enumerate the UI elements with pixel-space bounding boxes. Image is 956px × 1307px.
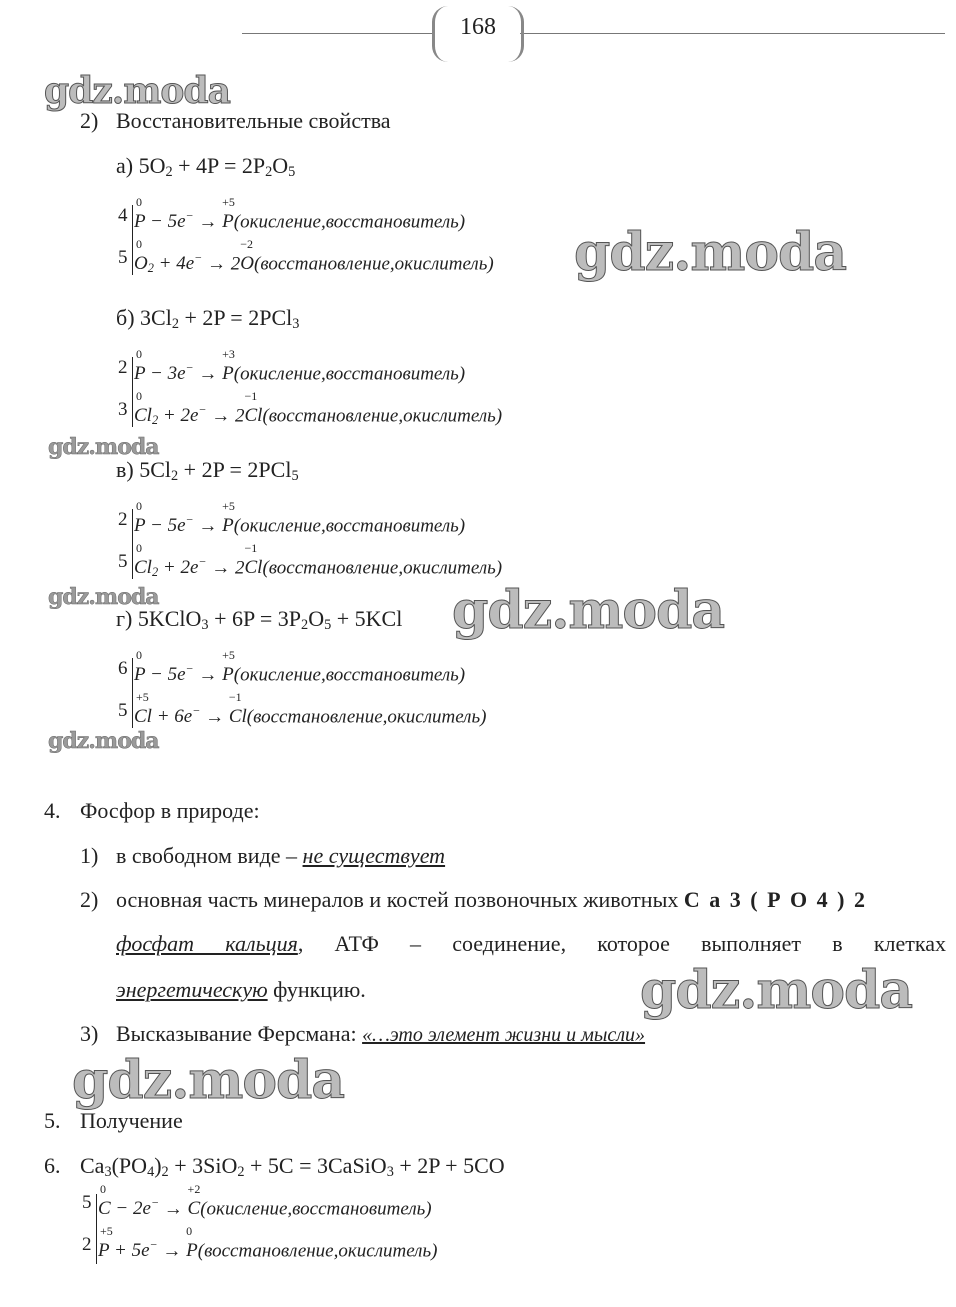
half-reaction-right [222, 195, 235, 233]
watermark: gdz.moda [452, 580, 725, 641]
arrow: → [206, 405, 235, 427]
equation-text: (PO [111, 1153, 148, 1178]
watermark: gdz.moda [48, 434, 159, 460]
half-reaction-text: P + 5e [98, 1240, 150, 1262]
subscript: 5 [324, 617, 332, 633]
electron-charge: − [198, 403, 207, 417]
equation-text: Ca [80, 1153, 105, 1178]
electron-charge: − [149, 1238, 158, 1252]
list-item-text: в свободном виде – [116, 843, 303, 868]
list-item-number: 3) [80, 1021, 99, 1046]
oxidation-state: 0 [136, 347, 142, 362]
half-reaction-text: P [222, 664, 234, 686]
half-reaction-text: P [222, 363, 234, 385]
equation-label: г) [116, 606, 138, 631]
half-reaction-right [187, 1182, 201, 1220]
half-reaction-right [244, 389, 263, 427]
multiplier: 2 [235, 557, 245, 579]
equation-text: + 6P = 3P [208, 606, 302, 631]
oxidation-state: 0 [136, 195, 142, 210]
equation-text: + 3SiO [168, 1153, 238, 1178]
oxidation-state: +5 [222, 195, 235, 210]
half-reaction-note: (окисление,восстановитель) [233, 664, 466, 686]
equation-text: + 2P = 2PCl [178, 457, 292, 482]
half-reaction [134, 195, 466, 233]
header-line-right [520, 33, 945, 34]
electron-charge: − [185, 513, 194, 527]
equation-text: + 2P = 2PCl [178, 305, 293, 330]
equation [116, 153, 295, 181]
section-number: 4. [44, 798, 61, 823]
half-reaction [134, 237, 494, 276]
half-reaction-text: + 2e [158, 405, 199, 427]
oxidation-state: +2 [187, 1182, 201, 1197]
electron-charge: − [194, 251, 203, 265]
equation-text: + 5C = 3CaSiO [244, 1153, 387, 1178]
oxidation-state: +5 [136, 690, 149, 705]
half-reaction-text: C − 2e [98, 1198, 151, 1220]
half-reaction-right [222, 499, 235, 537]
subscript: 2 [151, 413, 159, 428]
half-reaction-text: Cl [228, 706, 247, 728]
subscript: 2 [171, 316, 179, 332]
half-reaction [98, 1182, 432, 1220]
multiplier: 2 [235, 405, 245, 427]
half-reaction-note: (восстановление,окислитель) [262, 405, 503, 427]
watermark: gdz.moda [48, 728, 159, 754]
half-reaction-note: (окисление,восстановитель) [200, 1198, 432, 1220]
page-number: 168 [460, 14, 496, 40]
subscript: 3 [292, 316, 300, 332]
answer: фосфат кальция [116, 931, 298, 956]
subscript: 3 [104, 1164, 112, 1180]
half-reaction-right [222, 347, 235, 385]
answer: не существует [302, 843, 446, 868]
arrow: → [157, 1240, 187, 1262]
electron-charge: − [192, 704, 201, 718]
half-reaction-left [134, 648, 194, 686]
subscript: 2 [147, 261, 154, 276]
subscript: 2 [237, 1164, 245, 1180]
oxidation-state: +3 [222, 347, 235, 362]
half-reaction-note: (окисление,восстановитель) [233, 211, 466, 233]
equation [116, 305, 299, 333]
equation-text: + 2P + 5CO [393, 1153, 505, 1178]
electron-charge: − [185, 361, 194, 375]
formula: С а 3 ( Р О 4 ) 2 [683, 887, 867, 912]
oxidation-state: −1 [244, 541, 258, 556]
half-reaction-text: O [134, 253, 148, 275]
arrow: → [159, 1198, 188, 1220]
equation-text: + 4P = 2P [172, 153, 266, 178]
equation-label: б) [116, 305, 141, 330]
oxidation-state: 0 [136, 648, 142, 663]
list-item-text: Высказывание Ферсмана: [116, 1021, 363, 1046]
equation [116, 606, 402, 634]
coefficient: 5 [118, 700, 128, 721]
half-reaction-left [134, 499, 194, 537]
half-reaction-text: P [186, 1240, 198, 1262]
list-item [116, 1021, 645, 1047]
coefficient: 2 [118, 357, 128, 378]
list-item-line [116, 931, 946, 957]
half-reaction-text: P − 5e [134, 515, 186, 537]
half-reaction-text: + 4e [153, 253, 195, 275]
section-number: 6. [44, 1153, 61, 1178]
coefficient: 6 [118, 658, 128, 679]
half-reaction [134, 347, 466, 385]
half-reaction-text: Cl [134, 405, 152, 427]
multiplier: 2 [230, 253, 241, 275]
half-reaction-right [222, 648, 235, 686]
subscript: 3 [386, 1164, 394, 1180]
coefficient: 2 [82, 1234, 92, 1255]
subscript: 2 [161, 1164, 169, 1180]
section-title: Получение [80, 1108, 183, 1133]
arrow: → [200, 706, 229, 728]
half-reaction-text: P − 5e [134, 664, 186, 686]
half-reaction-left [98, 1224, 158, 1262]
equation-label: в) [116, 457, 140, 482]
subscript: 2 [265, 164, 273, 180]
electron-charge: − [198, 555, 207, 569]
oxidation-state: +5 [100, 1224, 113, 1239]
subscript: 2 [301, 617, 309, 633]
section-title: Восстановительные свойства [116, 108, 391, 133]
half-reaction-note: (окисление,восстановитель) [233, 363, 466, 385]
equation [80, 1153, 505, 1181]
subscript: 5 [288, 164, 296, 180]
subscript: 4 [147, 1164, 155, 1180]
oxidation-state: +5 [222, 499, 235, 514]
coefficient: 2 [118, 509, 128, 530]
oxidation-state: −2 [240, 237, 254, 252]
half-reaction-text: Cl [244, 405, 263, 427]
arrow: → [193, 211, 223, 233]
list-item-text: , АТФ – соединение, которое выполняет в клетках [297, 931, 946, 956]
half-reaction-note: (восстановление,окислитель) [262, 557, 503, 579]
half-reaction-note: (восстановление,окислитель) [246, 706, 487, 728]
half-reaction-left [134, 237, 203, 276]
oxidation-state: 0 [136, 237, 142, 252]
half-reaction [134, 690, 487, 728]
oxidation-state: 0 [186, 1224, 193, 1239]
half-reaction-left [134, 541, 207, 580]
electron-charge: − [185, 662, 194, 676]
half-reaction [134, 389, 503, 428]
half-reaction-text: Cl [134, 557, 152, 579]
balance-bar [132, 357, 133, 427]
half-reaction [134, 499, 466, 537]
watermark: gdz.moda [640, 960, 913, 1021]
watermark: gdz.moda [48, 584, 159, 610]
subscript: 2 [165, 164, 173, 180]
arrow: → [193, 515, 223, 537]
list-item-line [116, 977, 366, 1003]
half-reaction-left [134, 347, 194, 385]
coefficient: 4 [118, 205, 128, 226]
list-item-text: функцию. [267, 977, 366, 1002]
electron-charge: − [150, 1196, 160, 1210]
equation [116, 457, 299, 485]
coefficient: 5 [118, 247, 128, 268]
oxidation-state: +5 [222, 648, 235, 663]
oxidation-state: −1 [228, 690, 242, 705]
half-reaction-right [186, 1224, 198, 1262]
equation-label: а) [116, 153, 139, 178]
half-reaction-text: P − 5e [134, 211, 186, 233]
section-number: 5. [44, 1108, 61, 1133]
half-reaction-text: P − 3e [134, 363, 186, 385]
half-reaction-right [228, 690, 247, 728]
half-reaction-left [134, 690, 201, 728]
section-number: 2) [80, 108, 99, 133]
oxidation-state: 0 [136, 389, 142, 404]
coefficient: 5 [82, 1192, 92, 1213]
equation-text: 5KClO [137, 606, 202, 631]
list-item [116, 887, 946, 913]
list-item-number: 1) [80, 843, 99, 868]
half-reaction [98, 1224, 438, 1262]
half-reaction [134, 541, 503, 580]
balance-bar [96, 1194, 97, 1264]
subscript: 5 [291, 468, 299, 484]
arrow: → [202, 253, 231, 275]
watermark: gdz.moda [574, 222, 847, 283]
balance-bar [132, 509, 133, 579]
equation-text: O [308, 606, 325, 631]
watermark: gdz.moda [72, 1050, 345, 1111]
half-reaction-left [98, 1182, 160, 1220]
list-item-number: 2) [80, 887, 99, 912]
half-reaction-text: O [240, 253, 255, 275]
oxidation-state: −1 [244, 389, 258, 404]
arrow: → [206, 557, 235, 579]
half-reaction-text: C [187, 1198, 201, 1220]
equation-text: ) [154, 1153, 162, 1178]
balance-bar [132, 658, 133, 728]
oxidation-state: 0 [136, 541, 142, 556]
half-reaction-text: + 2e [158, 557, 199, 579]
equation-text: + 5KCl [331, 606, 403, 631]
electron-charge: − [185, 209, 194, 223]
equation-text: 3Cl [140, 305, 172, 330]
equation-text: 5Cl [139, 457, 172, 482]
header-line-left [242, 33, 432, 34]
subscript: 3 [201, 617, 209, 633]
watermark: gdz.moda [44, 70, 230, 112]
half-reaction-note: (окисление,восстановитель) [233, 515, 466, 537]
arrow: → [193, 664, 223, 686]
equation-text: 5O [138, 153, 166, 178]
equation-text: O [272, 153, 289, 178]
half-reaction-left [134, 389, 207, 428]
half-reaction-text: Cl [244, 557, 263, 579]
half-reaction-note: (восстановление,окислитель) [197, 1240, 438, 1262]
list-item [116, 843, 445, 869]
list-item-text: основная часть минералов и костей позвоночных животных [116, 887, 684, 912]
arrow: → [193, 363, 223, 385]
answer: энергетическую [116, 977, 268, 1002]
half-reaction-left [134, 195, 194, 233]
section-title: Фосфор в природе: [80, 798, 260, 823]
half-reaction-text: Cl + 6e [134, 706, 193, 728]
oxidation-state: 0 [136, 499, 142, 514]
oxidation-state: 0 [100, 1182, 106, 1197]
balance-bar [132, 205, 133, 275]
subscript: 2 [171, 468, 179, 484]
half-reaction-text: P [222, 515, 234, 537]
half-reaction-note: (восстановление,окислитель) [254, 253, 494, 275]
half-reaction [134, 648, 466, 686]
coefficient: 5 [118, 551, 128, 572]
coefficient: 3 [118, 399, 128, 420]
subscript: 2 [151, 565, 159, 580]
answer: «…это элемент жизни и мысли» [362, 1024, 646, 1046]
half-reaction-right [240, 237, 255, 275]
half-reaction-text: P [222, 211, 234, 233]
half-reaction-right [244, 541, 263, 579]
